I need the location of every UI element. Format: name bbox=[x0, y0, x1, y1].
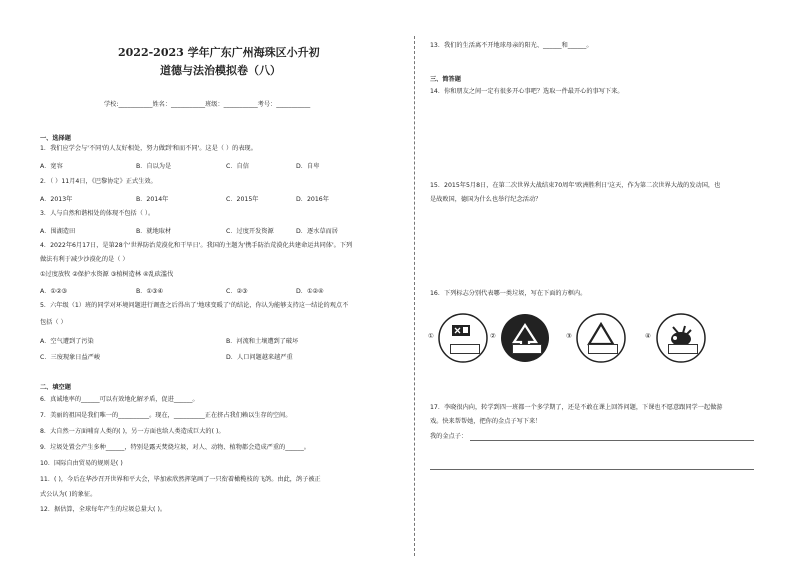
q2-option-d: D．2016年 bbox=[296, 196, 329, 203]
q17-answer-line-1[interactable] bbox=[470, 440, 754, 441]
q16-answer-box-3[interactable] bbox=[588, 344, 618, 354]
q11-text-line1: 11．( )，今后在华沙召开世界和平大会，毕加索欣然挥笔画了一只衔着橄榄枝的飞鸽。由此，鸽子被正 bbox=[40, 476, 321, 483]
q4-stem-line2: 做法有利于减少沙漠化的是（ ） bbox=[40, 256, 129, 263]
q16-answer-box-2[interactable] bbox=[512, 344, 542, 354]
q7-text: 7．美丽的祖国是我们唯一的__________。现在，__________正在挤占我们赖以生存的空间。 bbox=[40, 412, 292, 419]
q4-option-b: B．①③④ bbox=[136, 288, 164, 295]
q17-answer-label: 我的金点子： bbox=[430, 433, 468, 440]
q16-answer-box-1[interactable] bbox=[450, 344, 480, 354]
q16-num-2: ② bbox=[490, 332, 496, 340]
q10-text: 10．国际自由贸易的规则是( ) bbox=[40, 460, 123, 467]
q16-text: 16．下列标志分别代表哪一类垃圾，写在下面的方框内。 bbox=[430, 290, 587, 297]
q5-option-c: C．三废现象日益严峻 bbox=[40, 354, 101, 361]
q3-option-a: A．围湖造田 bbox=[40, 228, 76, 235]
q6-text: 6．真诚地率的______可以有效地化解矛盾，促进______。 bbox=[40, 396, 199, 403]
exam-title-line2: 道德与法治模拟卷（八） bbox=[160, 64, 281, 77]
section-short-heading: 三、简答题 bbox=[430, 76, 461, 83]
q1-option-d: D．自卑 bbox=[296, 163, 320, 170]
q13-text: 13．我们的生活离不开地球母亲的阳光、______和______。 bbox=[430, 42, 593, 49]
q3-option-b: B．就地取材 bbox=[136, 228, 172, 235]
recycle-arrows-icon bbox=[575, 312, 627, 364]
q2-option-c: C．2015年 bbox=[226, 196, 259, 203]
q15-text-line1: 15．2015年5月8日，在第二次世界大战结束70周年'欧洲胜利日'这天，作为第二次世界大战的发动国，也 bbox=[430, 182, 721, 189]
q5-stem-line2: 包括（ ） bbox=[40, 319, 67, 326]
kitchen-waste-sign-icon bbox=[655, 312, 707, 364]
q3-option-d: D．逐水草而居 bbox=[296, 228, 338, 235]
q4-items: ①过度放牧 ②保护水资源 ③植树造林 ④乱砍滥伐 bbox=[40, 271, 174, 278]
q9-text: 9．垃圾处置会产生多种______，特别是露天焚烧垃圾，对人、动物、植物都会造成严重的______。 bbox=[40, 444, 310, 451]
q2-option-a: A．2013年 bbox=[40, 196, 73, 203]
q1-stem: 1．我们应学会与'不同'的人友好相处，努力做到'和而不同'。这是（ ）的表现。 bbox=[40, 145, 257, 152]
q17-text-line2: 戏。快来帮帮她，把你的金点子写下来！ bbox=[430, 418, 542, 425]
q5-option-a: A．空气遭到了污染 bbox=[40, 338, 94, 345]
q3-stem: 3．人与自然和谐相处的体现不包括（ ）。 bbox=[40, 210, 155, 217]
hazardous-waste-sign-icon bbox=[437, 312, 489, 364]
q4-option-c: C．②③ bbox=[226, 288, 248, 295]
q11-text-line2: 式公认为( )的象征。 bbox=[40, 491, 97, 498]
column-divider bbox=[414, 36, 415, 556]
q2-stem: 2．（ ）11月4日，《巴黎协定》正式生效。 bbox=[40, 178, 157, 185]
section-blank-heading: 二、填空题 bbox=[40, 384, 71, 391]
q17-answer-line-2[interactable] bbox=[430, 469, 754, 470]
q14-text: 14．你和朋友之间一定有很多开心事吧？选取一件最开心的事写下来。 bbox=[430, 88, 624, 95]
q16-answer-box-4[interactable] bbox=[668, 344, 698, 354]
q16-num-3: ③ bbox=[566, 332, 572, 340]
q16-num-1: ① bbox=[428, 332, 434, 340]
q1-option-a: A．宽容 bbox=[40, 163, 63, 170]
q17-text-line1: 17．李晓很内向，转学到四一班都一个多学期了，还是不敢在课上回答问题，下课也不愿意跟同学一起做游 bbox=[430, 404, 723, 411]
q5-option-b: B．河流和土壤遭到了破坏 bbox=[226, 338, 299, 345]
q5-stem-line1: 5．六年级（1）班的同学对环境问题进行调查之后得出了'地球变暖了'的结论，你认为能够支持这一结论的观点不 bbox=[40, 302, 349, 309]
q2-option-b: B．2014年 bbox=[136, 196, 169, 203]
q4-stem-line1: 4．2022年6月17日，是第28个'世界防治荒漠化和干旱日'。我国的主题为'携手防治荒漠化共建命运共同体'。下列 bbox=[40, 242, 353, 249]
q15-text-line2: 是战败国，德国为什么也举行纪念活动？ bbox=[430, 196, 542, 203]
q5-option-d: D．人口问题越来越严重 bbox=[226, 354, 293, 361]
q1-option-b: B．自以为是 bbox=[136, 163, 172, 170]
section-choice-heading: 一、选择题 bbox=[40, 135, 71, 142]
q8-text: 8．大自然一方面哺育人类的( )，另一方面也给人类造成巨大的( )。 bbox=[40, 428, 225, 435]
exam-title-line1: 2022-2023 学年广东广州海珠区小升初 bbox=[118, 46, 320, 59]
recyclable-sign-icon bbox=[499, 312, 551, 364]
q4-option-d: D．①②④ bbox=[296, 288, 324, 295]
q3-option-c: C．过度开发资源 bbox=[226, 228, 274, 235]
q12-text: 12．据估算，全球每年产生的垃圾总量大( )。 bbox=[40, 506, 167, 513]
q1-option-c: C．自信 bbox=[226, 163, 249, 170]
q4-option-a: A．①②③ bbox=[40, 288, 68, 295]
q16-num-4: ④ bbox=[645, 332, 651, 340]
student-info-line: 学校:___________姓名：___________班级：___________考号：___________ bbox=[104, 101, 311, 108]
